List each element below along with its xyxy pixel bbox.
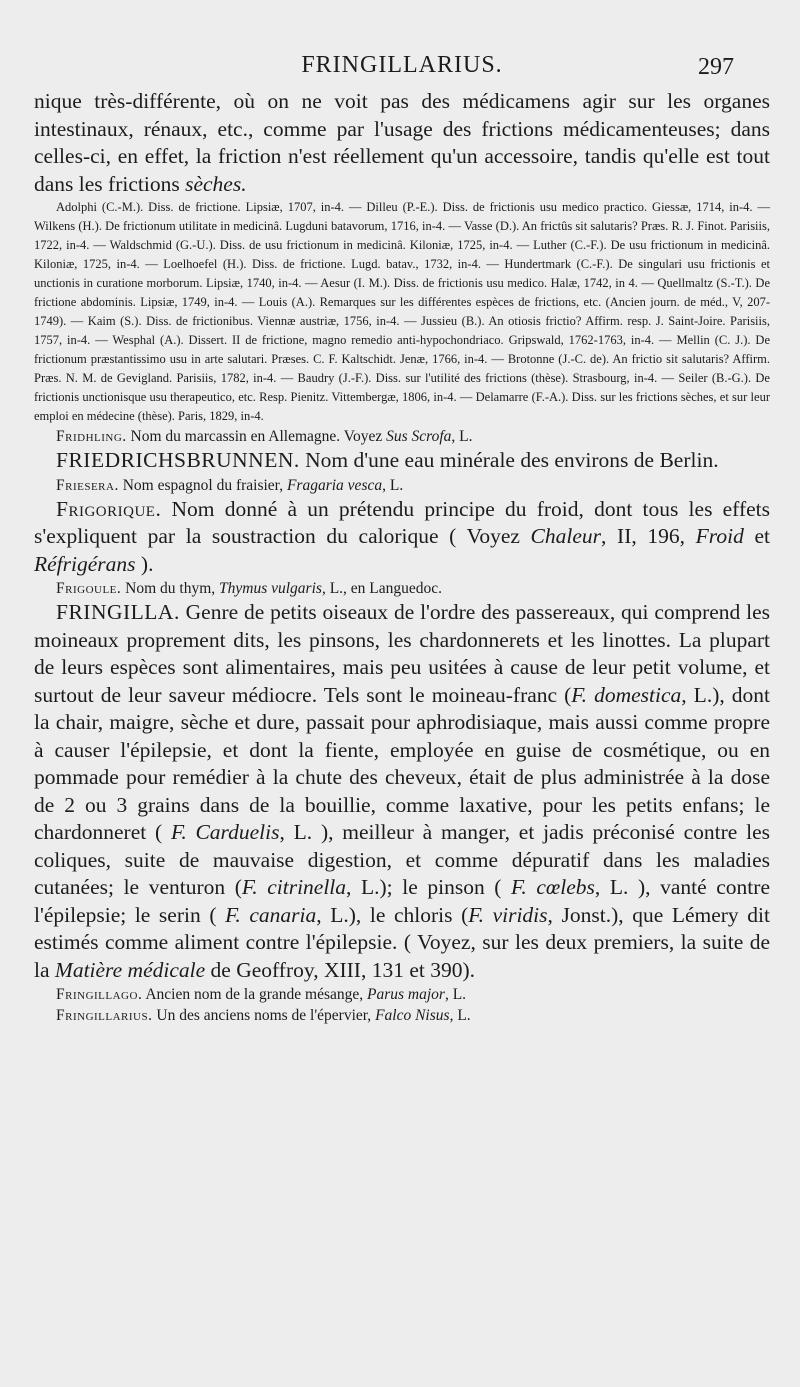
entry-text: Nom d'une eau minérale des environs de Berlin. xyxy=(299,448,719,472)
entry-fringilla xyxy=(34,599,770,984)
entry-text: , L. ), meilleur à manger, et jadis préconisé contre les coliques, suite de mauvaise digestion, et comme dépuratif dans les maladies cutanées; le venturon ( xyxy=(34,820,771,899)
entry-text: , Jonst.), que Lémery dit estimés comme aliment contre l'épilepsie. ( Voyez, sur les deux premiers, la suite de la xyxy=(34,902,770,982)
entry-italic: Parus major xyxy=(367,986,445,1003)
entry-text: , L. xyxy=(449,1007,471,1024)
entry-head: Frigorique. xyxy=(56,496,162,521)
entry-text: Nom donné à un prétendu principe du froid, dont tous les effets s'expliquent par la soustraction du calorique ( Voyez xyxy=(34,496,770,548)
entry-fringillarius xyxy=(34,1005,770,1026)
entry-text: Genre de petits oiseaux de l'ordre des passereaux, qui comprend les moineaux proprement dits, les pinsons, les chardonnerets et les linottes. La plupart de leurs espèces sont alimentaires, mais peu usitées à cause de leur petit volume, et surtout de leur saveur médiocre. Tels sont le moineau-franc ( xyxy=(34,600,770,707)
entry-italic: F. canaria xyxy=(225,902,317,927)
entry-text: Un des anciens noms de l'épervier, xyxy=(152,1007,376,1024)
entry-text: de Geoffroy, XIII, 131 et 390). xyxy=(205,957,476,982)
entry-italic: Falco Nisus xyxy=(375,1007,450,1024)
entry-text: , L., en Languedoc. xyxy=(321,580,443,597)
entry-italic: Matière médicale xyxy=(54,957,206,982)
intro-italic: sèches. xyxy=(185,171,247,196)
entry-frigorique xyxy=(34,496,770,579)
page-header xyxy=(34,52,770,88)
entry-italic: F. cœlebs xyxy=(511,875,595,899)
entry-head: Fridhling. xyxy=(56,428,127,445)
entry-friedrichsbrunnen xyxy=(34,447,770,475)
intro-paragraph xyxy=(34,88,770,198)
entry-head: Frigoule. xyxy=(56,580,122,597)
entry-text: , L.); le pinson ( xyxy=(346,875,512,899)
entry-italic: F. domestica xyxy=(571,682,682,707)
intro-text: nique très-différente, où on ne voit pas des médicamens agir sur les organes intestinaux, rénaux, etc., comme par l'usage des frictions médicamenteuses; dans celles-ci, en effet, la friction n'est réellement qu'un accessoire, tandis qu'elle est tout dans les frictions xyxy=(34,89,770,196)
entry-text: Ancien nom de la grande mésange, xyxy=(142,986,368,1003)
entry-italic: Réfrigérans xyxy=(34,551,136,576)
entry-italic: F. viridis xyxy=(468,902,548,927)
entry-italic: Fragaria vesca xyxy=(286,476,383,494)
entry-friesera xyxy=(34,475,770,496)
entry-italic: F. citrinella xyxy=(241,875,347,899)
entry-italic: Chaleur xyxy=(530,524,602,548)
entry-italic: Thymus vulgaris xyxy=(219,580,322,597)
entry-text: ). xyxy=(135,551,154,576)
entry-fringillago xyxy=(34,984,770,1005)
entry-text: , L. xyxy=(382,476,404,494)
entry-text: , L. ), vanté contre l'épilepsie; le serin ( xyxy=(34,875,770,927)
entry-fridhling xyxy=(34,426,770,447)
running-head: FRINGILLARIUS. xyxy=(301,52,503,78)
entry-text: Nom du thym, xyxy=(121,580,220,597)
entry-head: FRINGILLA. xyxy=(56,600,180,624)
entry-text: , II, 196, xyxy=(601,524,696,548)
entry-head: Fringillago. xyxy=(56,986,143,1003)
entry-text: , L. xyxy=(444,986,467,1003)
entry-head: FRIEDRICHSBRUNNEN. xyxy=(56,448,300,472)
page-number: 297 xyxy=(698,54,734,80)
entry-frigoule xyxy=(34,578,770,599)
entry-text: , L.), dont la chair, maigre, sèche et dure, passait pour aphrodisiaque, mais aussi comme propre à causer l'épilepsie, et dont la fiente, employée en guise de cosmétique, ou en pommade pour remédier à la chute des cheveux, était de plus administrée à la dose de 2 ou 3 grains dans de la bouillie, comme laxative, pour les petits enfans; le chardonneret ( xyxy=(34,682,770,844)
entry-text: , L. xyxy=(451,428,473,445)
entry-italic: Froid xyxy=(695,524,744,548)
entry-head: Fringillarius. xyxy=(56,1007,153,1024)
entry-italic: Sus Scrofa xyxy=(386,428,452,445)
entry-italic: F. Carduelis xyxy=(170,820,280,844)
entry-text: , L.), le chloris ( xyxy=(316,902,469,927)
entry-head: Friesera. xyxy=(56,476,119,494)
entry-text: Nom du marcassin en Allemagne. Voyez xyxy=(126,428,387,445)
entry-text: et xyxy=(743,524,770,548)
bibliography: Adolphi (C.-M.). Diss. de frictione. Lipsiæ, 1707, in-4. — Dilleu (P.-E.). Diss. de frictionis usu medico practico. Giessæ, 1714, in-4. — Wilkens (H.). De frictionum utilitate in medicinâ. Lugduni batavorum, 1716, in-4. — Vasse (D.). An frictûs sit salutaris? Præs. R. J. Finot. Parisiis, 1722, in-4. — Waldschmid (G.-U.). Diss. de usu frictionum in medicinâ. Kiloniæ, 1725, in-4. — Luther (C.-F.). De usu frictionum in medicinâ. Kiloniæ, 1725, in-4. — Loelhoefel (H.). Diss. de frictione. Lugd. batav., 1732, in-4. — Hundertmark (C.-F.). De singulari usu frictionis et unctionis in curatione morborum. Lipsiæ, 1740, in-4. — Aesur (I. M.). Diss. de frictionis usu medico. Halæ, 1742, in 4. — Quellmaltz (S.-T.). De frictione abdominis. Lipsiæ, 1749, in-4. — Louis (A.). Remarques sur les différentes espèces de frictions, etc. (Ancien journ. de méd., V, 207-1749). — Kaim (S.). Diss. de frictionibus. Viennæ austriæ, 1756, in-4. — Jussieu (B.). An otiosis frictio? Affirm. resp. J. Saint-Joire. Parisiis, 1757, in-4. — Wesphal (A.). Dissert. II de frictione, magno remedio anti-hypochondriaco. Gripswald, 1762-1763, in-4. — Mellin (C. J.). De frictionum præstantissimo usu in arte salutari. Præses. C. F. Kaltschidt. Jenæ, 1766, in-4. — Brotonne (J.-C. de). An frictio sit salutaris? Affirm. Præs. N. M. de Gevigland. Parisiis, 1782, in-4. — Baudry (J.-F.). Diss. sur l'utilité des frictions (thèse). Strasbourg, in-4. — Seiler (B.-G.). De frictionis unctionisque usu therapeutico, etc. Resp. Pienitz. Vittembergæ, 1806, in-4. — Delamarre (F.-A.). Diss. sur les frictions sèches, et sur leur emploi en médecine (thèse). Paris, 1829, in-4. xyxy=(34,200,770,423)
entry-text: Nom espagnol du fraisier, xyxy=(118,476,287,494)
